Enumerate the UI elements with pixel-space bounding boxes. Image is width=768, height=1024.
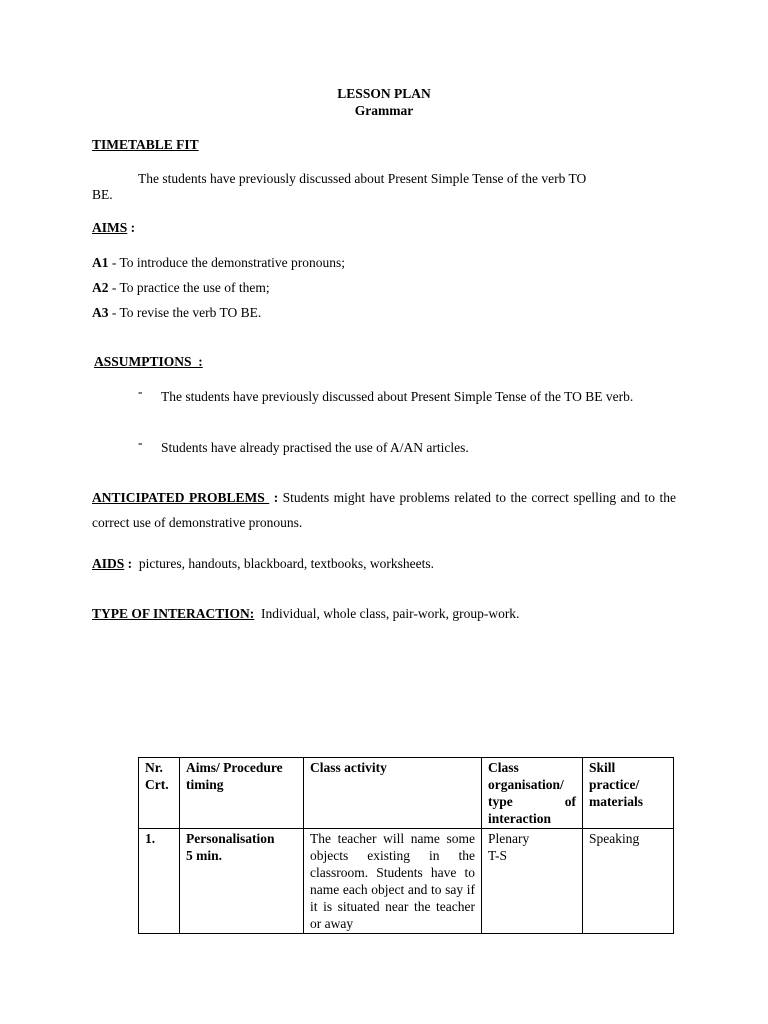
header-nr: Nr. Crt. — [139, 758, 180, 829]
aim-code: A1 — [92, 255, 109, 270]
header-activity: Class activity — [304, 758, 482, 829]
interaction-row — [92, 606, 519, 622]
table-header-row — [139, 758, 674, 829]
cell-aim-name: Personalisation — [186, 831, 275, 846]
aim-text: - To introduce the demonstrative pronouns; — [108, 255, 346, 270]
interaction-text: Individual, whole class, pair-work, group-work. — [254, 606, 520, 621]
aims-heading: AIMS — [92, 220, 128, 235]
timetable-text-1: The students have previously discussed about Present Simple Tense of the verb TO — [138, 171, 587, 186]
dash-bullet: - — [138, 384, 143, 399]
anticipated-problems — [92, 485, 680, 535]
cell-activity: The teacher will name some objects existing in the classroom. Students have to name each object and to say if it is situated near the teacher or away — [304, 829, 482, 934]
cell-aim-timing: 5 min. — [186, 848, 223, 863]
aim-item-a2 — [92, 280, 270, 296]
header-aims: Aims/ Procedure timing — [180, 758, 304, 829]
document-title: LESSON PLAN — [337, 86, 431, 101]
timetable-text-line2: BE. — [92, 187, 113, 202]
aids-heading: AIDS — [92, 556, 125, 571]
timetable-heading: TIMETABLE FIT — [92, 137, 199, 152]
cell-org-interaction: T-S — [488, 848, 508, 863]
anticipated-text: Students might have problems related to the correct spelling and to the correct use of demonstrative pronouns. — [92, 490, 680, 530]
header-skill: Skill practice/ materials — [583, 758, 674, 829]
cell-aim — [180, 829, 304, 934]
table-row — [139, 829, 674, 934]
aids-row — [92, 556, 434, 572]
aim-item-a1 — [92, 255, 345, 271]
assumptions-heading: ASSUMPTIONS : — [94, 354, 203, 369]
cell-nr: 1. — [139, 829, 180, 934]
cell-skill: Speaking — [583, 829, 674, 934]
aim-item-a3 — [92, 305, 261, 321]
anticipated-heading: ANTICIPATED PROBLEMS — [92, 490, 270, 505]
interaction-heading: TYPE OF INTERACTION: — [92, 606, 255, 621]
aim-code: A3 — [92, 305, 109, 320]
assumption-text: Students have already practised the use of A/AN articles. — [161, 440, 469, 455]
lesson-plan-table — [138, 757, 674, 934]
cell-organisation — [482, 829, 583, 934]
assumption-text: The students have previously discussed about Present Simple Tense of the TO BE verb. — [161, 389, 634, 404]
aims-heading-row — [92, 220, 135, 236]
aims-colon: : — [127, 220, 136, 235]
header-organisation: Class organisation/ type of interaction — [482, 758, 583, 829]
document-subtitle: Grammar — [354, 103, 414, 118]
aim-text: - To practice the use of them; — [108, 280, 270, 295]
dash-bullet: - — [138, 435, 143, 450]
aim-code: A2 — [92, 280, 109, 295]
aids-text: pictures, handouts, blackboard, textbooks, worksheets. — [132, 556, 434, 571]
anticipated-colon: : — [269, 490, 279, 505]
cell-org-type: Plenary — [488, 831, 530, 846]
aids-colon: : — [124, 556, 133, 571]
aim-text: - To revise the verb TO BE. — [108, 305, 262, 320]
timetable-text-line1 — [138, 171, 586, 187]
assumption-item — [92, 435, 676, 465]
